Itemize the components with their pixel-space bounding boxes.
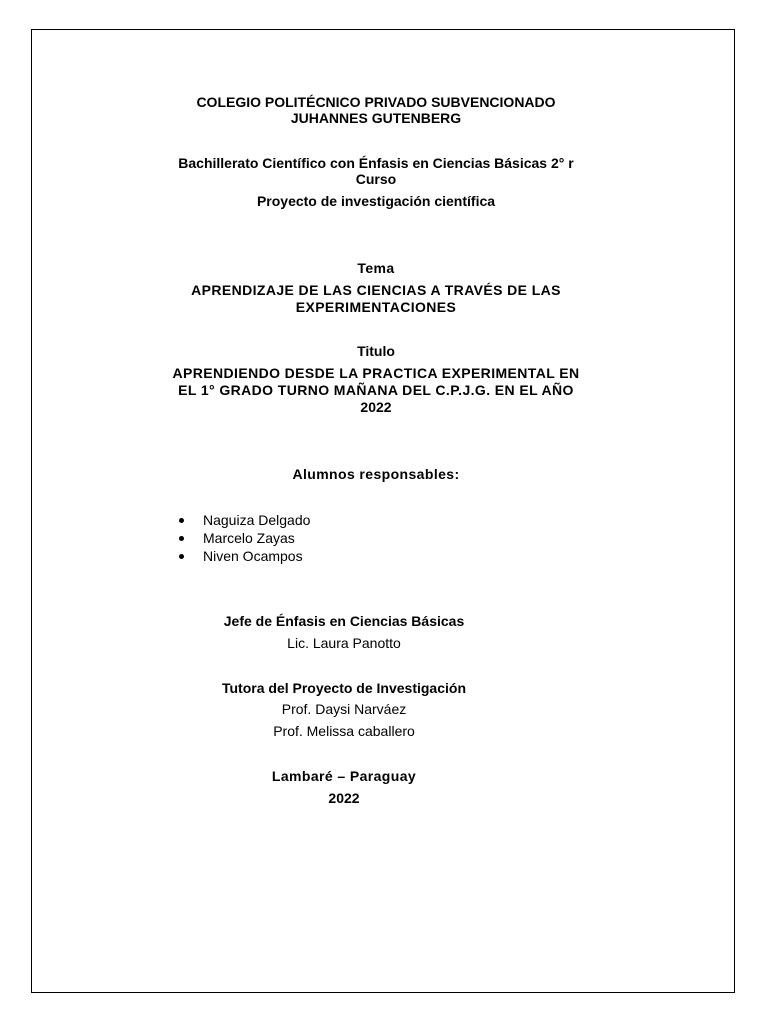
student-item xyxy=(176,511,310,529)
location-year: 2022 xyxy=(328,790,360,806)
students-list xyxy=(176,511,310,565)
student-name: Marcelo Zayas xyxy=(203,530,295,546)
bullet-icon xyxy=(179,536,184,541)
school-name-line-1: COLEGIO POLITÉCNICO PRIVADO SUBVENCIONADO xyxy=(196,94,556,110)
program-line-1: Bachillerato Científico con Énfasis en Ciencias Básicas 2° r xyxy=(178,155,574,171)
tutora-name-2: Prof. Melissa caballero xyxy=(273,723,415,739)
tema-line-1: APRENDIZAJE DE LAS CIENCIAS A TRAVÉS DE LAS xyxy=(191,282,561,298)
student-item xyxy=(176,529,310,547)
program-line-2: Curso xyxy=(355,171,397,187)
tutora-heading: Tutora del Proyecto de Investigación xyxy=(221,680,466,696)
jefe-heading: Jefe de Énfasis en Ciencias Básicas xyxy=(223,613,465,629)
student-name: Niven Ocampos xyxy=(203,548,303,564)
tema-line-2: EXPERIMENTACIONES xyxy=(295,299,457,315)
bullet-icon xyxy=(179,518,184,523)
location-place: Lambaré – Paraguay xyxy=(271,768,417,784)
bullet-icon xyxy=(179,554,184,559)
student-name: Naguiza Delgado xyxy=(203,512,311,528)
students-heading: Alumnos responsables: xyxy=(292,466,460,482)
school-name-line-2: JUHANNES GUTENBERG xyxy=(290,110,462,126)
titulo-line-2: EL 1° GRADO TURNO MAÑANA DEL C.P.J.G. EN EL AÑO xyxy=(178,382,574,398)
tutora-name-1: Prof. Daysi Narváez xyxy=(281,701,407,717)
student-item xyxy=(176,547,310,565)
tema-heading: Tema xyxy=(357,260,395,276)
titulo-heading: Titulo xyxy=(357,343,395,359)
jefe-name: Lic. Laura Panotto xyxy=(287,635,401,651)
titulo-line-3: 2022 xyxy=(360,399,392,415)
titulo-line-1: APRENDIENDO DESDE LA PRACTICA EXPERIMENTAL EN xyxy=(172,365,580,381)
project-type: Proyecto de investigación científica xyxy=(256,193,496,209)
